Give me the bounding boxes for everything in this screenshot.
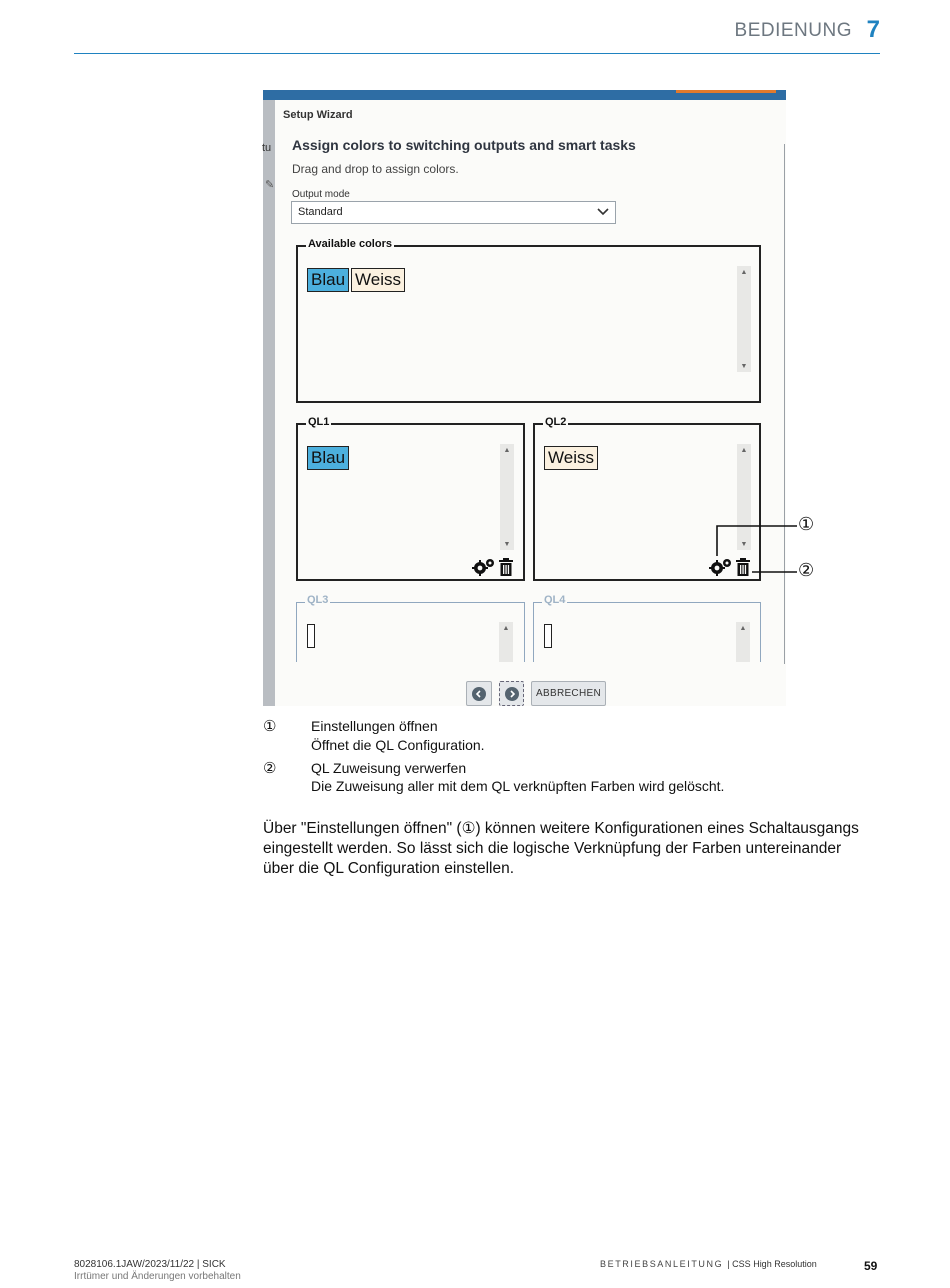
color-chip-blau[interactable]: Blau: [307, 268, 349, 292]
ql4-legend: QL4: [544, 594, 566, 606]
ql1-legend: QL1: [308, 416, 330, 428]
legend-item-title: Einstellungen öffnen: [311, 718, 438, 734]
ql2-legend: QL2: [545, 416, 567, 428]
page-number: 59: [864, 1259, 878, 1273]
paragraph-line: Über "Einstellungen öffnen" (①) können weitere Konfigurationen eines Schaltausgangs: [263, 820, 859, 837]
available-colors-legend: Available colors: [308, 238, 392, 250]
wizard-heading: Assign colors to switching outputs and smart tasks: [292, 137, 636, 153]
paragraph-line: über die QL Configuration einstellen.: [263, 860, 515, 877]
footer-product: | CSS High Resolution: [727, 1259, 817, 1269]
footer-doc-id: 8028106.1JAW/2023/11/22 | SICK: [74, 1259, 226, 1270]
wrench-icon: ✎: [265, 179, 275, 191]
legend-item-number: ②: [263, 760, 277, 777]
cancel-button-label: ABBRECHEN: [536, 688, 601, 699]
footer-doc-type: [600, 1259, 817, 1269]
scroll-down-icon[interactable]: ▼: [740, 541, 748, 548]
scroll-up-icon[interactable]: ▲: [502, 625, 510, 632]
scroll-up-icon[interactable]: ▲: [503, 447, 511, 454]
legend-item-title: QL Zuweisung verwerfen: [311, 760, 467, 776]
color-chip-weiss[interactable]: Weiss: [351, 268, 405, 292]
paragraph-line: eingestellt werden. So lässt sich die logische Verknüpfung der Farben untereinander: [263, 840, 842, 857]
scroll-up-icon[interactable]: ▲: [740, 269, 748, 276]
footer-disclaimer: Irrtümer und Änderungen vorbehalten: [74, 1271, 241, 1282]
left-panel-text: tu: [262, 142, 272, 154]
body-paragraph: [263, 819, 885, 879]
wizard-subheading: Drag and drop to assign colors.: [292, 162, 459, 176]
scroll-up-icon[interactable]: ▲: [740, 447, 748, 454]
scroll-down-icon[interactable]: ▼: [740, 363, 748, 370]
ql3-legend: QL3: [307, 594, 329, 606]
legend-item-description: Öffnet die QL Configuration.: [311, 737, 485, 753]
callout-two: ②: [798, 560, 815, 580]
callout-one: ①: [798, 514, 815, 534]
callout-line-1: [717, 526, 797, 556]
dialog-title: Setup Wizard: [283, 109, 353, 121]
section-title: BEDIENUNG: [734, 20, 852, 41]
ql2-color-chip[interactable]: Weiss: [544, 446, 598, 470]
output-mode-value: Standard: [298, 206, 343, 218]
legend-item-description: Die Zuweisung aller mit dem QL verknüpften Farben wird gelöscht.: [311, 778, 725, 794]
chapter-number: 7: [866, 16, 880, 43]
ql1-color-chip[interactable]: Blau: [307, 446, 349, 470]
footer-doc-type-label: BETRIEBSANLEITUNG: [600, 1259, 724, 1269]
output-mode-label: Output mode: [292, 189, 350, 200]
scroll-down-icon[interactable]: ▼: [503, 541, 511, 548]
scroll-up-icon[interactable]: ▲: [739, 625, 747, 632]
legend-item-number: ①: [263, 718, 277, 735]
